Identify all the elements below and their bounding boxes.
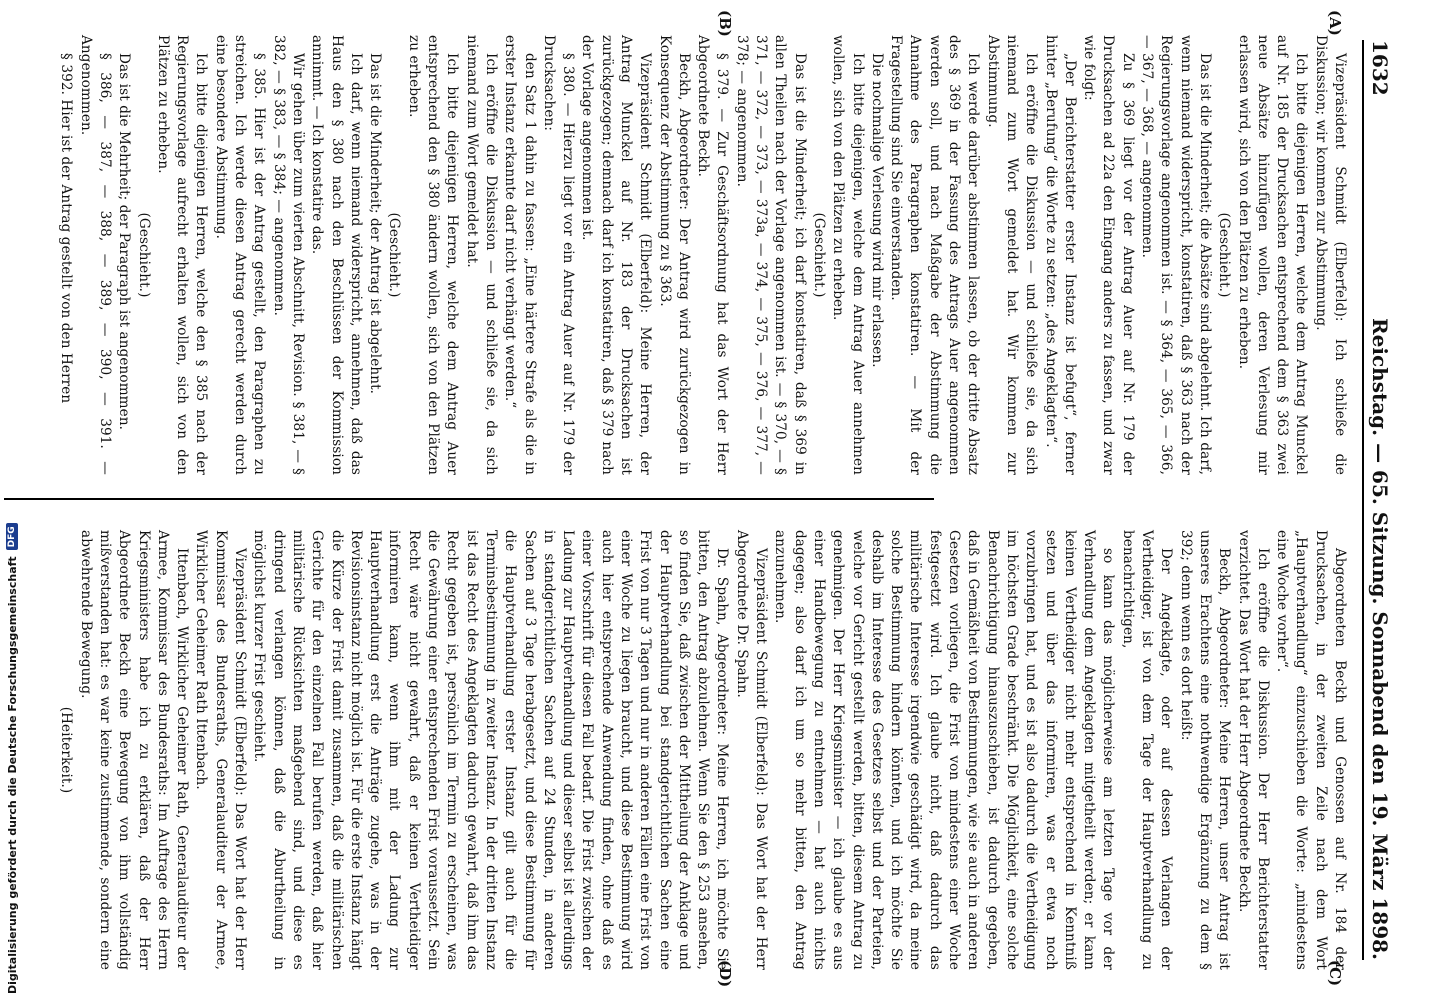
left-column <box>56 35 1349 475</box>
paragraph: so kann das möglicherweise am letzten Tage vor der Verhandlung dem Angeklagten mitgetheilt werden; er kann keinen Vertheidiger nicht mehr entsprechend in Kenntniß setzen und über das informiren, was er etwa noch vorzubringen hat, und es ist also dadurch die Vertheidigung im höchsten Grade beschränkt. Die Möglichkeit, eine solche Benachrichtigung hinauszuschieben, ist dadurch gegeben, daß in Gemäßheit von Bestimmungen, wie sie auch in anderen Gesetzen vorliegen, die Frist von mindestens einer Woche festgesetzt wird. Ich glaube nicht, daß dadurch das militärische Interesse irgendwie geschädigt wird, da meine solche Bestimmung hindern könnten, und ich möchte Sie deshalb im Interesse des Gesetzes selbst und der Parteien, welche vor Gericht gestellt werden, bitten, diesem Antrag zu genehmigen. Der Herr Kriegsminister — ich glaube es aus einer Handbewegung zu entnehmen — hat auch nichts dagegen; also darf ich um so mehr bitten, den Antrag anzunehmen. <box>772 530 1117 970</box>
paragraph: Ich bitte diejenigen Herren, welche dem Antrag Auer entsprechend den § 380 ändern wollen, sich von den Plätzen zu erheben. <box>405 35 461 475</box>
paragraph: (Heiterkeit.) <box>58 706 75 794</box>
paragraph: Vizepräsident Schmidt (Elberfeld): Das Wort hat der Herr Abgeordnete Dr. Spahn. <box>733 530 770 970</box>
paragraph: Ich bitte diejenigen, welche dem Antrag Auer annehmen wollen, sich von den Plätzen zu erheben. <box>830 35 866 475</box>
digitization-text: Digitalisierung gefördert durch die Deutsche Forschungsgemeinschaft <box>5 556 19 994</box>
dfg-logo: DFG <box>6 523 18 550</box>
paragraph: „Der Berichterstatter erster Instanz ist befugt“, ferner hinter „Berufung“ die Worte zu setzen: „des Angeklagten“. <box>1042 35 1078 475</box>
paragraph: Ich werde darüber abstimmen lassen, ob der dritte Absatz des § 369 in der Fassung des Antrags Auer angenommen werden soll, und nach Maßgabe der Abstimmung die Annahme des Paragraphen konstatiren. — Mit der Fragestellung sind Sie einverstanden. <box>888 35 982 475</box>
paragraph: Beckh, Abgeordneter: Der Antrag wird zurückgezogen in Konsequenz der Abstimmung zu § 363. <box>656 35 692 475</box>
paragraph: Ich bitte diejenigen Herren, welche den § 385 nach der Regierungsvorlage aufrecht erhalten wollen, sich von den Plätzen zu erheben. <box>154 35 210 475</box>
paragraph: Der Angeklagte, oder auf dessen Verlangen der Vertheidiger, ist von dem Tage der Hauptverhandlung zu benachrichtigen, <box>1119 530 1175 970</box>
digitization-note <box>0 0 24 1000</box>
paragraph: Ittenbach, Wirklicher Geheimer Rath, Generalauditeur der Armee, Kommissar des Bundesraths: Im Auftrage des Herrn Kriegsministers habe ich zu erklären, daß der Herr Abgeordnete Beckh eine Bewegung von ihm vollständig mißverstanden hat: es war keine zustimmende, sondern eine abwehrende Bewegung. <box>77 530 191 970</box>
paragraph: Das ist die Mehrheit; der Paragraph ist angenommen. <box>116 53 133 431</box>
paragraph: (Geschieht.) <box>810 212 827 298</box>
paragraph: (Geschieht.) <box>1216 212 1233 298</box>
paragraph: § 392. Hier ist der Antrag gestellt von den Herren <box>58 53 75 404</box>
paragraph: (Geschieht.) <box>386 212 403 298</box>
paragraph: Zu § 369 liegt vor der Antrag Auer auf Nr. 179 der Drucksachen ad 22a den Eingang anders zu fassen, und zwar wie folgt: <box>1081 35 1136 475</box>
paragraph: § 386, — 387, — 388, — 389, — 390, — 391. — Angenommen. <box>77 35 113 475</box>
column-divider <box>4 498 934 500</box>
paragraph: Wir gehen über zum vierten Abschnitt, Revision. § 381, — § 382, — § 383, — § 384; — angenommen. <box>270 35 306 475</box>
paragraph: Beckh, Abgeordneter: Meine Herren, unser Antrag ist unseres Erachtens eine nothwendige Ergänzung zu dem § 392; denn wenn es dort heißt: <box>1177 530 1233 970</box>
right-column <box>56 530 1349 970</box>
paragraph: Vizepräsident Schmidt (Elberfeld): Ich schließe die Diskussion; wir kommen zur Abstimmung. <box>1312 35 1348 475</box>
paragraph: Vizepräsident Schmidt (Elberfeld): Das Wort hat der Herr Kommissar des Bundesraths, Generalauditeur der Armee, Wirklicher Geheimer Rath Ittenbach. <box>193 530 249 970</box>
paragraph: Ich bitte diejenigen Herren, welche dem Antrag Munckel auf Nr. 185 der Drucksachen entsprechend dem § 363 zwei neue Absätze hinzufügen wollen, deren Verlesung mir erlassen wird, sich von den Plätzen zu erheben. <box>1235 35 1310 475</box>
margin-marker-c: (C) <box>1326 960 1344 987</box>
paragraph: (Geschieht.) <box>135 212 152 298</box>
paragraph: Ich eröffne die Diskussion — und schließe sie, da sich niemand zum Wort gemeldet hat. <box>463 35 499 475</box>
paragraph: Ich eröffne die Diskussion — und schließe sie, da sich niemand zum Wort gemeldet hat. Wir kommen zur Abstimmung. <box>984 35 1040 475</box>
margin-marker-a: (A) <box>1326 10 1344 36</box>
paragraph: § 379. — Zur Geschäftsordnung hat das Wort der Herr Abgeordnete Beckh. <box>695 35 731 475</box>
paragraph: Das ist die Minderheit; ich darf konstatiren, daß § 369 in allen Theilen nach der Vorlage angenommen ist. — § 370, — § 371, — 372, — 373, — 373a, — 374, — 375, — 376, — 377, — 378; — angenommen. <box>733 35 808 475</box>
margin-marker-b: (B) <box>716 10 734 37</box>
paragraph: Das ist die Minderheit; die Absätze sind abgelehnt. Ich darf, wenn niemand widerspricht, konstatiren, daß § 363 nach der Regierungsvorlage angenommen ist. — § 364, — 365, — 366, — 367, — 368, — angenommen. <box>1139 35 1213 475</box>
margin-marker-d: (D) <box>716 960 734 988</box>
paragraph: den Satz 1 dahin zu fassen: „Eine härtere Strafe als die in erster Instanz erkannte darf nicht verhängt werden.“ <box>502 35 538 475</box>
page-title: Reichstag. — 65. Sitzung. Sonnabend den 19. März 1898. <box>1368 318 1392 960</box>
paragraph: Die nochmalige Verlesung wird mir erlassen. <box>868 53 885 368</box>
page-number: 1632 <box>1368 40 1392 96</box>
paragraph: § 385. Hier ist der Antrag gestellt, den Paragraphen zu streichen. Ich werde diesen Antrag gerecht werden durch eine besondere Abstimmung. <box>212 35 268 475</box>
paragraph: Vizepräsident Schmidt (Elberfeld): Meine Herren, der Antrag Munckel auf Nr. 183 der Drucksachen ist zurückgezogen; demnach darf ich konstatiren, daß § 379 nach der Vorlage angenommen ist. <box>579 35 654 475</box>
paragraph: § 380. — Hierzu liegt vor ein Antrag Auer auf Nr. 179 der Drucksachen: <box>540 35 577 475</box>
page-header <box>1362 40 1404 960</box>
paragraph: Ich darf, wenn niemand widerspricht, annehmen, daß das Haus den § 380 nach den Beschlüssen der Kommission annimmt. — Ich konstatire das. <box>309 35 364 475</box>
paragraph: Das ist die Minderheit; der Antrag ist abgelehnt. <box>367 53 384 395</box>
paragraph: Dr. Spahn, Abgeordneter: Meine Herren, ich möchte Sie bitten, den Antrag abzulehnen. Wenn Sie den § 253 ansehen, so finden Sie, daß zwischen der Mittheilung der Anklage und der Hauptverhandlung bei standgerichtlichen Sachen eine Frist von nur 3 Tagen und nur in anderen Fällen eine Frist von einer Woche zu liegen braucht, und diese Bestimmung wird auch hier entsprechende Anwendung finden, ohne daß es einer Vorschrift für diesen Fall bedarf. Die Frist zwischen der Ladung zur Hauptverhandlung und dieser selbst ist allerdings in standgerichtlichen Sachen auf 24 Stunden, in anderen Sachen auf 3 Tage herabgesetzt, und diese Bestimmung für die Hauptverhandlung erster Instanz gilt auch für die Terminsbestimmung in zweiter Instanz. In der dritten Instanz ist das Recht des Angeklagten dadurch gewahrt, daß ihm das Recht gegeben ist, persönlich im Termin zu erscheinen, was die Gewährung einer entsprechenden Frist voraussetzt. Sein Recht wäre nicht gewahrt, daß er keinen Vertheidiger informiren kann, wenn ihm mit der Ladung zur Hauptverhandlung erst die Anträge zugehe, was in der Revisionsinstanz nicht möglich ist. Für die erste Instanz hängt die Kürze der Frist damit zusammen, daß die militärischen Gerichte für den einzelnen Fall berufen werden, daß hier militärische Rücksichten maßgebend sind, und diese es dringend verlangen können, daß die Aburtheilung in möglichst kurzer Frist geschieht. <box>251 530 731 970</box>
paragraph: Ich eröffne die Diskussion. Der Herr Berichterstatter verzichtet. Das Wort hat der Herr Abgeordnete Beckh. <box>1235 530 1271 970</box>
paragraph: Abgeordneten Beckh und Genossen auf Nr. 184 der Drucksachen, in der zweiten Zeile nach dem Wort „Hauptverhandlung“ einzuschieben die Worte: „mindestens eine Woche vorher“. <box>1274 530 1348 970</box>
